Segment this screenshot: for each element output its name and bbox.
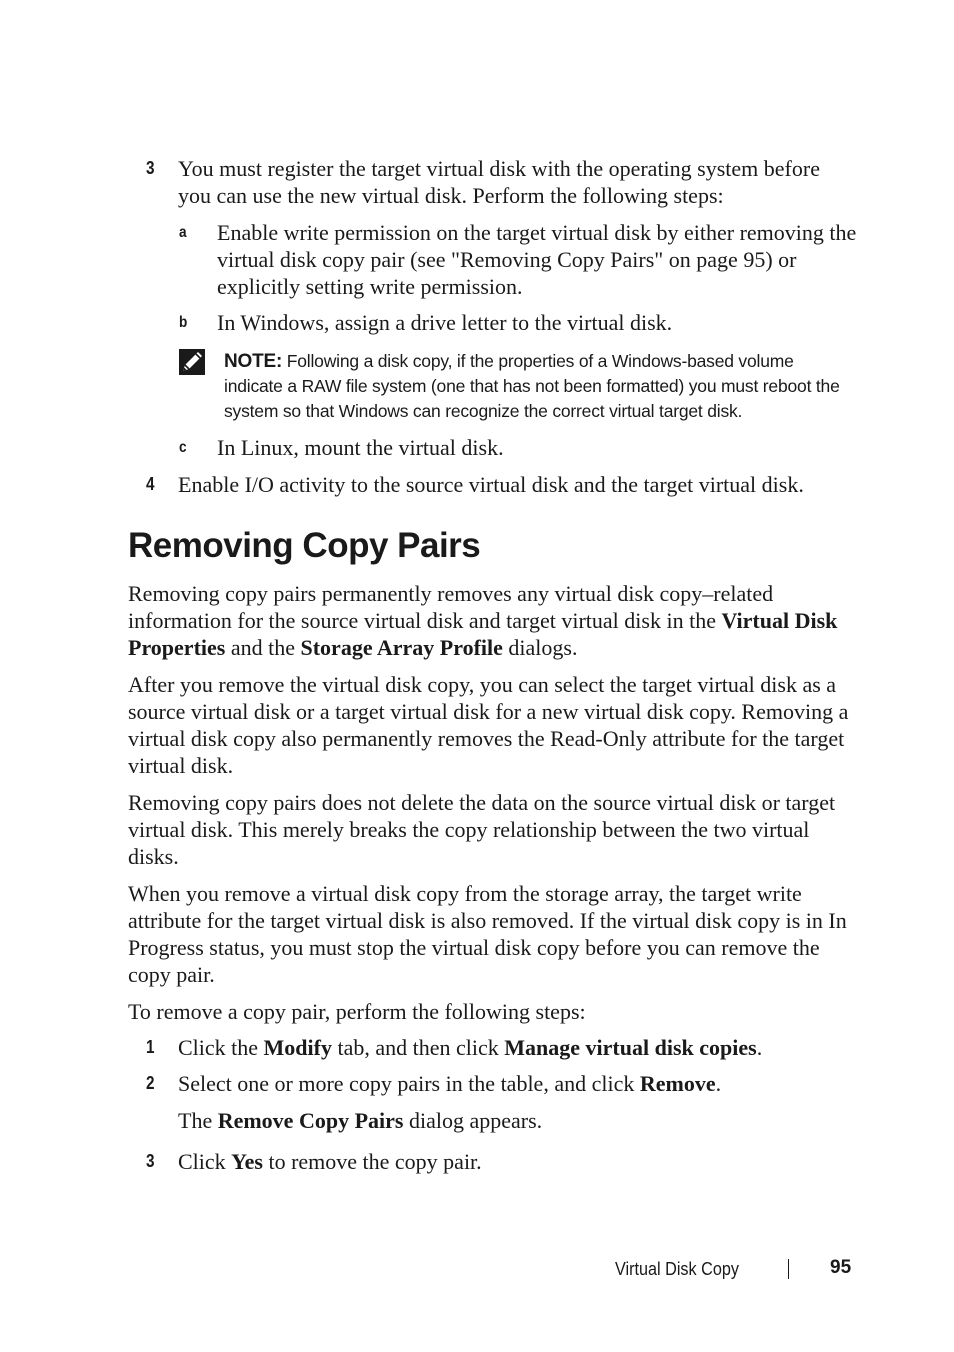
- text-run: Select one or more copy pairs in the table, and click: [178, 1071, 640, 1096]
- footer-section-title: Virtual Disk Copy: [615, 1259, 739, 1279]
- step-number: 3: [146, 1151, 155, 1171]
- body-paragraph: [128, 580, 853, 661]
- step-text: Enable I/O activity to the source virtual disk and the target virtual disk.: [178, 472, 804, 497]
- ui-term: Storage Array Profile: [300, 635, 503, 660]
- step-text: [178, 1070, 868, 1097]
- text-run: The: [178, 1108, 218, 1133]
- substep-text: Enable write permission on the target virtual disk by either removing the virtual disk copy pair (see "Removing Copy Pairs" on page 95) or explicitly setting write permission.: [217, 220, 857, 299]
- ui-term: Modify: [263, 1035, 332, 1060]
- step-number: 1: [146, 1037, 155, 1057]
- body-paragraph: After you remove the virtual disk copy, you can select the target virtual disk as a source virtual disk or a target virtual disk for a new virtual disk copy. Removing a virtual disk copy also permanently removes the Read-Only attribute for the target virtual disk.: [128, 672, 849, 778]
- substep-letter: a: [179, 224, 187, 241]
- substep-letter: b: [179, 314, 188, 331]
- text-run: .: [715, 1071, 722, 1096]
- step-text: [178, 1148, 868, 1175]
- body-paragraph: To remove a copy pair, perform the following steps:: [128, 999, 586, 1024]
- text-run: Click the: [178, 1035, 264, 1060]
- step-number: 3: [146, 158, 155, 178]
- text-run: Removing copy pairs permanently removes any virtual disk copy–related information for the source virtual disk and target virtual disk in the: [128, 581, 774, 633]
- step-result-text: [178, 1107, 868, 1134]
- substep-text: In Windows, assign a drive letter to the virtual disk.: [217, 310, 673, 335]
- body-paragraph: Removing copy pairs does not delete the data on the source virtual disk or target virtual disk. This merely breaks the copy relationship between the two virtual disks.: [128, 790, 836, 869]
- ui-term: Virtual Disk Properties: [128, 608, 838, 660]
- ui-term: Remove: [639, 1071, 716, 1096]
- step-text: You must register the target virtual disk with the operating system before you can use the new virtual disk. Perform the following steps:: [178, 156, 820, 208]
- ui-term: Yes: [231, 1149, 263, 1174]
- ui-term: Remove Copy Pairs: [217, 1108, 404, 1133]
- text-run: dialogs.: [502, 635, 578, 660]
- step-number: 4: [146, 474, 155, 494]
- footer-divider: [788, 1259, 789, 1279]
- ui-term: Manage virtual disk copies: [504, 1035, 757, 1060]
- note-label: NOTE:: [224, 351, 283, 372]
- body-paragraph: When you remove a virtual disk copy from the storage array, the target write attribute for the target virtual disk is also removed. If the virtual disk copy is in In Progress status, you must stop the virtual disk copy before you can remove the copy pair.: [128, 881, 847, 987]
- text-run: dialog appears.: [403, 1108, 543, 1133]
- step-number: 2: [146, 1073, 155, 1093]
- note-pencil-icon: [178, 348, 208, 378]
- text-run: to remove the copy pair.: [262, 1149, 482, 1174]
- note-text: Following a disk copy, if the properties of a Windows-based volume indicate a RAW file system (one that has not been formatted) you must reboot the system so that Windows can recognize the correct virtual target disk.: [224, 351, 840, 421]
- text-run: and the: [225, 635, 301, 660]
- text-run: .: [756, 1035, 763, 1060]
- substep-letter: c: [179, 439, 187, 456]
- text-run: Click: [178, 1149, 232, 1174]
- substep-text: In Linux, mount the virtual disk.: [217, 435, 504, 460]
- text-run: tab, and then click: [332, 1035, 505, 1060]
- page-number: 95: [830, 1257, 852, 1278]
- note-paragraph: [224, 349, 856, 424]
- step-text: [178, 1034, 868, 1061]
- section-heading: Removing Copy Pairs: [128, 526, 481, 565]
